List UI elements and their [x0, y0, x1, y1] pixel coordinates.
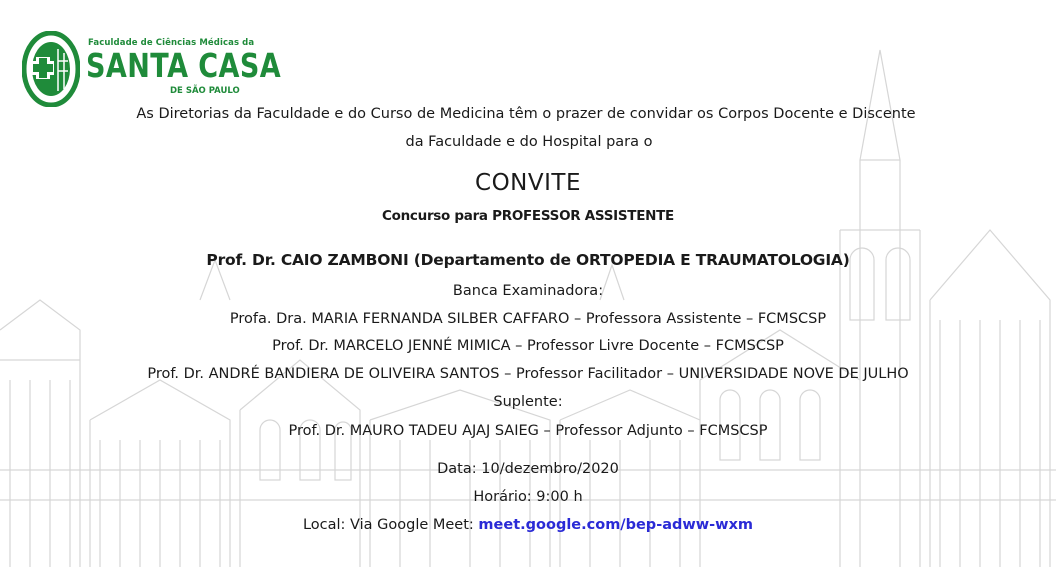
suplente-member: Prof. Dr. MAURO TADEU AJAJ SAIEG – Professor Adjunto – FCMSCSP — [288, 423, 768, 439]
contest-subtitle: Concurso para PROFESSOR ASSISTENTE — [382, 208, 674, 224]
suplente-label: Suplente: — [493, 394, 563, 410]
logo-main-text: SANTA CASA — [86, 46, 282, 85]
event-date: Data: 10/dezembro/2020 — [437, 461, 619, 477]
banca-label: Banca Examinadora: — [452, 283, 604, 299]
invitation-title: CONVITE — [475, 170, 581, 196]
candidate-name: Prof. Dr. CAIO ZAMBONI (Departamento de ORTOPEDIA E TRAUMATOLOGIA) — [206, 251, 850, 269]
banca-member: Profa. Dra. MARIA FERNANDA SILBER CAFFARO – Professora Assistente – FCMSCSP — [229, 311, 827, 327]
logo-faculty-text: Faculdade de Ciências Médicas da — [88, 38, 255, 48]
event-time: Horário: 9:00 h — [473, 489, 583, 505]
logo-sub-text: DE SÃO PAULO — [170, 86, 240, 96]
location-label: Local: Via Google Meet: — [302, 517, 479, 533]
intro-line-2: da Faculdade e do Hospital para o — [405, 134, 653, 150]
intro-line-1: As Diretorias da Faculdade e do Curso de Medicina têm o prazer de convidar os Corpos Docente e Discente — [136, 106, 916, 122]
event-location — [0, 517, 1056, 533]
banca-member: Prof. Dr. MARCELO JENNÉ MIMICA – Professor Livre Docente – FCMSCSP — [272, 338, 784, 354]
banca-member: Prof. Dr. ANDRÉ BANDIERA DE OLIVEIRA SANTOS – Professor Facilitador – UNIVERSIDADE NOVE DE JULHO — [147, 366, 909, 382]
google-meet-link[interactable]: meet.google.com/bep-adww-wxm — [478, 517, 754, 533]
